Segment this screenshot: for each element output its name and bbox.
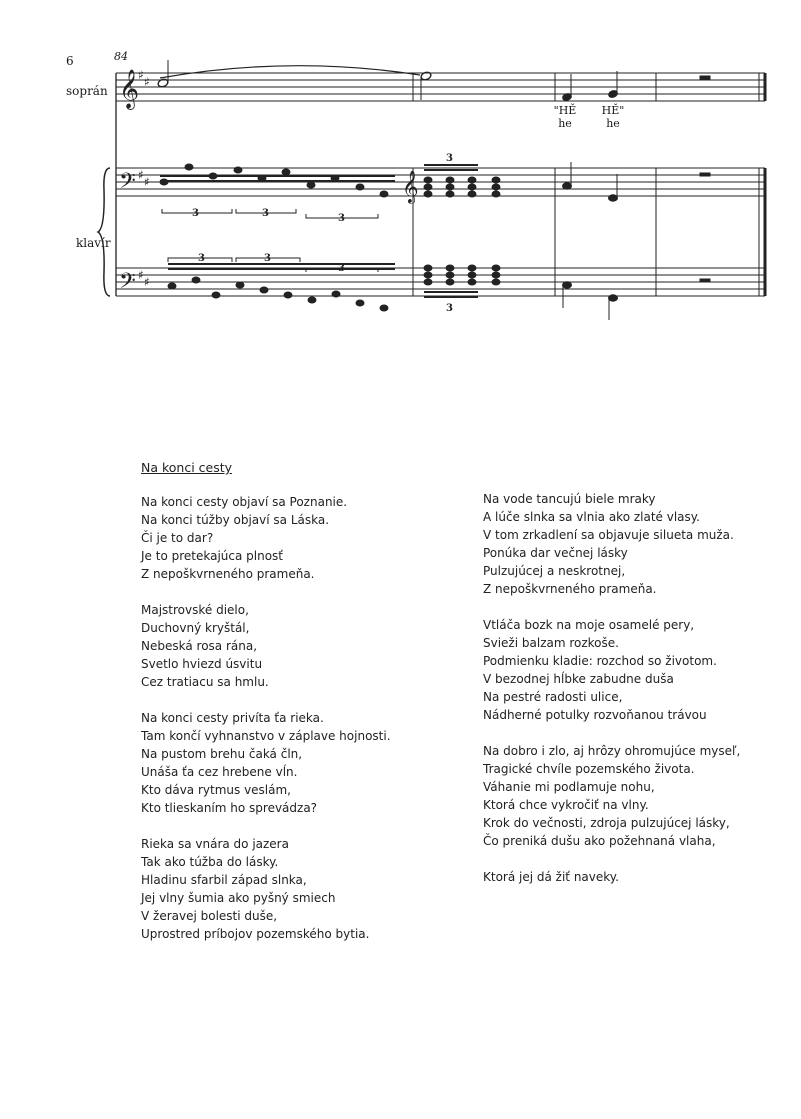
poem-line: Nebeská rosa rána, [141,639,258,653]
sharp-icon: ♯ [144,175,150,189]
sharp-icon: ♯ [138,168,144,182]
poem-line: Majstrovské dielo, [141,603,249,617]
poem-line: Je to pretekajúca plnosť [141,549,284,563]
stanza [141,709,461,817]
lyric-1-upper: "HĚ [553,104,577,117]
poem-line: Tragické chvíle pozemského života. [483,762,695,776]
poem-right-column [483,490,783,904]
treble-clef-change-icon: 𝄞 [402,170,419,203]
triplet-mark: 3 [192,208,199,219]
triplet-mark: 3 [264,253,271,264]
stanza [483,490,783,598]
poem-line: Ktorá jej dá žiť naveky. [483,870,619,884]
poem-line: Na vode tancujú biele mraky [483,492,656,506]
lyric-2-lower: he [606,117,620,130]
poem-line: Ponúka dar večnej lásky [483,546,628,560]
poem-line: Či je to dar? [141,531,214,545]
stanza [483,868,783,886]
poem-line: Nádherné potulky rozvoňanou trávou [483,708,707,722]
poem-title: Na konci cesty [141,460,233,475]
poem-line: Na konci cesty objaví sa Poznanie. [141,495,348,509]
sharp-icon: ♯ [138,268,144,282]
poem-left-column [141,493,461,961]
page-number: 6 [66,54,74,68]
triplet-mark: 3 [446,303,453,314]
poem-line: Duchovný kryštál, [141,621,250,635]
poem-line: Svieži balzam rozkoše. [483,636,619,650]
soprano-staff [116,73,765,101]
poem-line: Na pustom brehu čaká čln, [141,747,303,761]
poem-line: Uprostred príbojov pozemského bytia. [141,927,370,941]
bass-clef-icon-2: 𝄢 [119,269,136,299]
poem-line: Z nepoškvrneného prameňa. [141,567,315,581]
sharp-icon: ♯ [144,275,150,289]
poem-line: Pulzujúcej a neskrotnej, [483,564,626,578]
lyric-1-lower: he [558,117,572,130]
poem-line: A lúče slnka sa vlnia ako zlaté vlasy. [483,510,700,524]
poem-line: Váhanie mi podlamuje nohu, [483,780,655,794]
poem-line: Tam končí vyhnanstvo v záplave hojnosti. [141,729,391,743]
triplet-mark: 3 [338,263,345,274]
triplet-mark: 3 [262,208,269,219]
poem-line: Unáša ťa cez hrebene vĺn. [141,765,298,779]
poem-line: Na konci túžby objaví sa Láska. [141,513,330,527]
treble-clef-icon: 𝄞 [119,69,140,109]
poem-line: Rieka sa vnára do jazera [141,837,289,851]
stanza [141,493,461,583]
poem-line: Na pestré radosti ulice, [483,690,623,704]
piano-label: klavír [76,236,111,250]
poem-line: V tom zrkadlení sa objavuje silueta muža. [483,528,734,542]
poem-line: Čo preniká dušu ako požehnaná vlaha, [483,834,716,848]
soprano-label: soprán [66,84,108,98]
poem-line: V bezodnej hĺbke zabudne duša [483,672,674,686]
stanza [483,616,783,724]
poem-line: Hladinu sfarbil západ slnka, [141,873,307,887]
poem-line: Na dobro i zlo, aj hrôzy ohromujúce myseľ, [483,744,741,758]
poem-line: Podmienku kladie: rozchod so životom. [483,654,717,668]
poem-line: Krok do večnosti, zdroja pulzujúcej lásky, [483,816,730,830]
stanza [483,742,783,850]
poem-line: Cez tratiacu sa hmlu. [141,675,269,689]
triplet-mark: 3 [446,153,453,164]
sharp-icon: ♯ [144,75,150,89]
poem-line: Tak ako túžba do lásky. [141,855,279,869]
sharp-icon: ♯ [138,68,144,82]
poem-line: Svetlo hviezd úsvitu [141,657,263,671]
poem-line: Vtláča bozk na moje osamelé pery, [483,618,695,632]
poem-line: Na konci cesty privíta ťa rieka. [141,711,324,725]
poem-line: Jej vlny šumia ako pyšný smiech [141,891,336,905]
poem-line: Kto dáva rytmus veslám, [141,783,291,797]
bass-clef-icon: 𝄢 [119,169,136,199]
poem-line: V žeravej bolesti duše, [141,909,278,923]
stanza [141,835,461,943]
poem-line: Ktorá chce vykročiť na vlny. [483,798,649,812]
lyric-2-upper: HĚ" [601,104,625,117]
poem-line: Kto tlieskaním ho sprevádza? [141,801,318,815]
triplet-mark: 3 [198,253,205,264]
music-score [0,0,801,330]
poem-line: Z nepoškvrneného prameňa. [483,582,657,596]
triplet-mark: 3 [338,213,345,224]
stanza [141,601,461,691]
measure-number: 84 [114,50,128,63]
